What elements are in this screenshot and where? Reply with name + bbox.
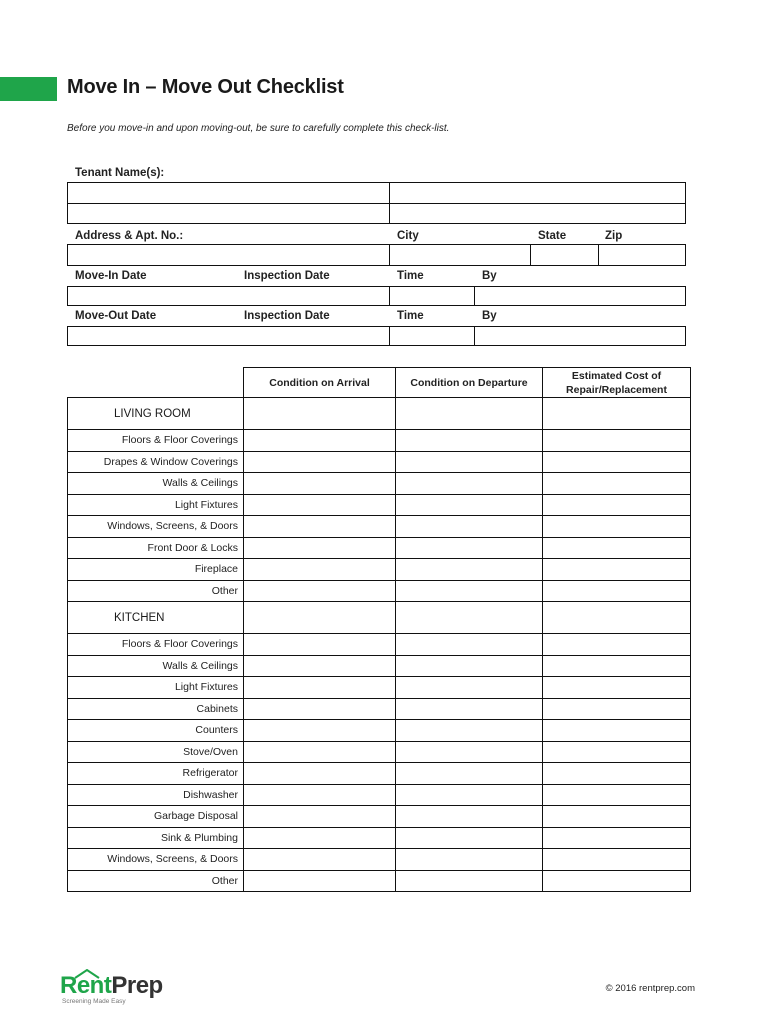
condition-cell[interactable]: [396, 763, 543, 785]
table-row: [68, 827, 691, 849]
table-row: [68, 849, 691, 871]
condition-cell[interactable]: [244, 849, 396, 871]
condition-cell[interactable]: [244, 763, 396, 785]
condition-cell[interactable]: [543, 602, 691, 634]
item-label: Front Door & Locks: [68, 537, 244, 559]
table-row: [68, 677, 691, 699]
condition-cell[interactable]: [543, 634, 691, 656]
zip-input[interactable]: [599, 245, 685, 265]
table-row: [68, 473, 691, 495]
condition-cell[interactable]: [543, 494, 691, 516]
table-row: [68, 806, 691, 828]
move-in-time-label: Time: [397, 270, 424, 282]
item-label: Garbage Disposal: [68, 806, 244, 828]
condition-cell[interactable]: [543, 451, 691, 473]
condition-cell[interactable]: [244, 741, 396, 763]
condition-cell[interactable]: [396, 634, 543, 656]
table-row: [68, 537, 691, 559]
address-label: Address & Apt. No.:: [75, 230, 184, 242]
item-label: Light Fixtures: [68, 677, 244, 699]
condition-checklist-table: [67, 367, 691, 892]
table-row: [68, 698, 691, 720]
item-label: Dishwasher: [68, 784, 244, 806]
condition-cell[interactable]: [543, 806, 691, 828]
logo-tagline: Screening Made Easy: [62, 998, 126, 1005]
accent-bar: [0, 77, 57, 101]
move-out-time-label: Time: [397, 310, 424, 322]
table-row: [68, 451, 691, 473]
item-label: Stove/Oven: [68, 741, 244, 763]
condition-cell[interactable]: [244, 677, 396, 699]
condition-cell[interactable]: [396, 537, 543, 559]
item-label: Other: [68, 580, 244, 602]
condition-cell[interactable]: [396, 602, 543, 634]
move-out-by-label: By: [482, 310, 497, 322]
condition-cell[interactable]: [543, 537, 691, 559]
rentprep-logo: [60, 972, 170, 1006]
condition-cell[interactable]: [396, 806, 543, 828]
condition-cell[interactable]: [396, 784, 543, 806]
condition-cell[interactable]: [244, 430, 396, 452]
condition-cell[interactable]: [396, 494, 543, 516]
page-subtitle: Before you move-in and upon moving-out, be sure to carefully complete this check-list.: [67, 123, 450, 134]
condition-cell[interactable]: [244, 494, 396, 516]
condition-cell[interactable]: [396, 516, 543, 538]
move-in-inspection-label: Inspection Date: [244, 270, 330, 282]
condition-cell[interactable]: [543, 784, 691, 806]
table-row: [68, 720, 691, 742]
item-label: Walls & Ceilings: [68, 655, 244, 677]
condition-cell[interactable]: [396, 398, 543, 430]
address-input[interactable]: [68, 245, 388, 265]
condition-cell[interactable]: [543, 763, 691, 785]
condition-cell[interactable]: [244, 398, 396, 430]
zip-label: Zip: [605, 230, 623, 242]
move-out-date-label: Move-Out Date: [75, 310, 157, 322]
tenant-name-input-3[interactable]: [68, 204, 388, 223]
condition-cell[interactable]: [396, 870, 543, 892]
condition-cell[interactable]: [244, 451, 396, 473]
column-header-cost: Estimated Cost of Repair/Replacement: [543, 368, 691, 398]
condition-cell[interactable]: [244, 473, 396, 495]
table-row: [68, 580, 691, 602]
item-label: Drapes & Window Coverings: [68, 451, 244, 473]
item-label: Windows, Screens, & Doors: [68, 516, 244, 538]
move-in-by-input[interactable]: [475, 287, 685, 305]
table-row: [68, 494, 691, 516]
column-header-arrival: Condition on Arrival: [244, 368, 396, 398]
condition-cell[interactable]: [396, 741, 543, 763]
condition-cell[interactable]: [543, 698, 691, 720]
condition-cell[interactable]: [543, 870, 691, 892]
condition-cell[interactable]: [543, 677, 691, 699]
table-row: [68, 763, 691, 785]
city-label: City: [397, 230, 419, 242]
item-label: Other: [68, 870, 244, 892]
tenant-name-input-4[interactable]: [390, 204, 685, 223]
move-out-time-input[interactable]: [390, 327, 473, 345]
condition-cell[interactable]: [543, 398, 691, 430]
condition-cell[interactable]: [244, 784, 396, 806]
item-label: Windows, Screens, & Doors: [68, 849, 244, 871]
condition-cell[interactable]: [396, 720, 543, 742]
condition-cell[interactable]: [396, 473, 543, 495]
condition-cell[interactable]: [244, 537, 396, 559]
table-corner: [68, 368, 244, 398]
section-label: KITCHEN: [68, 602, 244, 634]
condition-cell[interactable]: [244, 580, 396, 602]
table-row: [68, 634, 691, 656]
condition-cell[interactable]: [244, 602, 396, 634]
condition-cell[interactable]: [396, 849, 543, 871]
table-row: [68, 784, 691, 806]
section-row: [68, 602, 691, 634]
condition-cell[interactable]: [244, 698, 396, 720]
table-row: [68, 559, 691, 581]
item-label: Sink & Plumbing: [68, 827, 244, 849]
move-in-time-input[interactable]: [390, 287, 473, 305]
condition-cell[interactable]: [396, 655, 543, 677]
city-input[interactable]: [390, 245, 529, 265]
condition-cell[interactable]: [543, 720, 691, 742]
condition-cell[interactable]: [244, 655, 396, 677]
move-out-inspection-label: Inspection Date: [244, 310, 330, 322]
condition-cell[interactable]: [244, 634, 396, 656]
condition-cell[interactable]: [244, 559, 396, 581]
item-label: Walls & Ceilings: [68, 473, 244, 495]
condition-cell[interactable]: [396, 559, 543, 581]
table-row: [68, 655, 691, 677]
move-out-date-input[interactable]: [68, 327, 388, 345]
condition-cell[interactable]: [244, 870, 396, 892]
condition-cell[interactable]: [543, 430, 691, 452]
item-label: Fireplace: [68, 559, 244, 581]
logo-text-prep: Prep: [111, 972, 163, 999]
condition-cell[interactable]: [543, 741, 691, 763]
condition-cell[interactable]: [244, 827, 396, 849]
condition-cell[interactable]: [396, 451, 543, 473]
state-input[interactable]: [531, 245, 597, 265]
condition-cell[interactable]: [244, 516, 396, 538]
condition-cell[interactable]: [543, 516, 691, 538]
condition-cell[interactable]: [543, 559, 691, 581]
column-header-departure: Condition on Departure: [396, 368, 543, 398]
table-row: [68, 870, 691, 892]
item-label: Counters: [68, 720, 244, 742]
condition-cell[interactable]: [396, 430, 543, 452]
table-row: [68, 430, 691, 452]
copyright-text: © 2016 rentprep.com: [605, 983, 695, 994]
table-row: [68, 516, 691, 538]
section-label: LIVING ROOM: [68, 398, 244, 430]
move-in-by-label: By: [482, 270, 497, 282]
move-in-date-input[interactable]: [68, 287, 388, 305]
item-label: Light Fixtures: [68, 494, 244, 516]
condition-cell[interactable]: [543, 827, 691, 849]
item-label: Floors & Floor Coverings: [68, 634, 244, 656]
tenant-name-input-1[interactable]: [68, 183, 388, 203]
tenant-label: Tenant Name(s):: [75, 167, 165, 179]
state-label: State: [538, 230, 567, 242]
condition-cell[interactable]: [244, 720, 396, 742]
logo-text-rent: Rent: [60, 972, 112, 999]
page-title: Move In – Move Out Checklist: [67, 76, 344, 98]
item-label: Cabinets: [68, 698, 244, 720]
table-row: [68, 741, 691, 763]
section-row: [68, 398, 691, 430]
condition-cell[interactable]: [543, 473, 691, 495]
condition-cell[interactable]: [244, 806, 396, 828]
condition-cell[interactable]: [396, 698, 543, 720]
condition-cell[interactable]: [396, 580, 543, 602]
condition-cell[interactable]: [543, 655, 691, 677]
move-in-date-label: Move-In Date: [75, 270, 147, 282]
move-out-by-input[interactable]: [475, 327, 685, 345]
condition-cell[interactable]: [543, 849, 691, 871]
tenant-name-input-2[interactable]: [390, 183, 685, 203]
condition-cell[interactable]: [396, 827, 543, 849]
condition-cell[interactable]: [396, 677, 543, 699]
item-label: Floors & Floor Coverings: [68, 430, 244, 452]
item-label: Refrigerator: [68, 763, 244, 785]
condition-cell[interactable]: [543, 580, 691, 602]
